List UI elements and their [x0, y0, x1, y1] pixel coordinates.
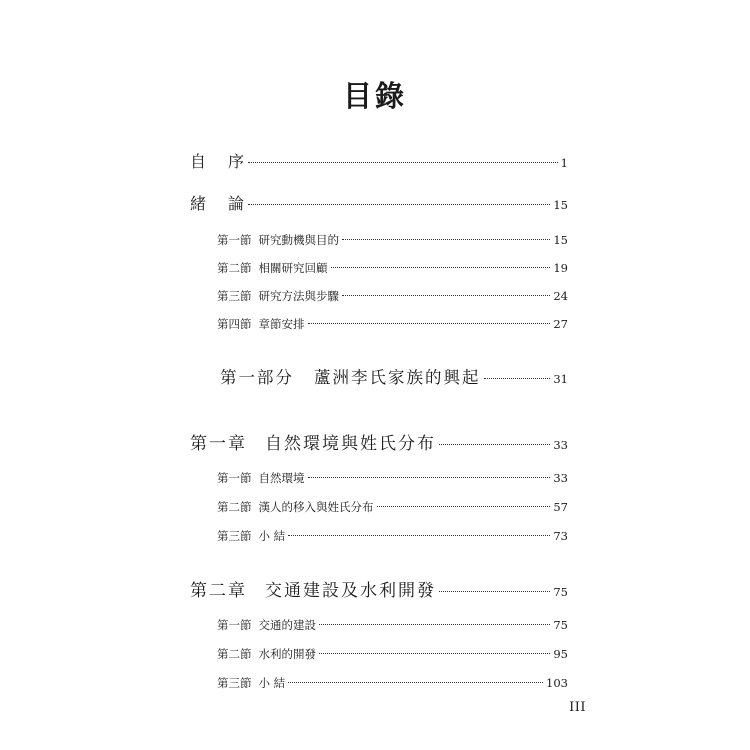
page-number: 75: [553, 618, 568, 632]
toc-entry-part-1[interactable]: [220, 364, 568, 388]
dot-leader: [377, 506, 551, 507]
toc-label: 第一節 自然環境: [217, 471, 305, 485]
page-number: 33: [553, 471, 568, 485]
toc-entry-preface[interactable]: [190, 149, 568, 172]
dot-leader: [319, 624, 550, 625]
toc-entry-intro-section-2[interactable]: [217, 260, 568, 276]
toc-entry-intro-section-4[interactable]: [217, 316, 568, 332]
dot-leader: [342, 239, 550, 240]
page-number: 24: [553, 289, 568, 303]
page-number: 73: [553, 529, 568, 543]
toc-label: 第二節 水利的開發: [217, 647, 316, 661]
page-number: 15: [553, 233, 568, 247]
dot-leader: [484, 378, 551, 379]
toc-entry-ch2-section-1[interactable]: [217, 617, 568, 633]
dot-leader: [308, 323, 551, 324]
toc-label: 緒 論: [190, 194, 246, 213]
page-folio: III: [569, 700, 586, 715]
page-number: 33: [553, 438, 568, 452]
toc-label: 第四節 章節安排: [217, 317, 305, 331]
dot-leader: [342, 295, 550, 296]
page-number: 103: [546, 676, 568, 690]
toc-entry-ch2-section-2[interactable]: [217, 646, 568, 662]
page-number: 75: [553, 585, 568, 599]
dot-leader: [439, 591, 550, 592]
dot-leader: [248, 162, 558, 163]
toc-entry-chapter-1[interactable]: [190, 429, 568, 454]
toc-entry-ch1-section-1[interactable]: [217, 470, 568, 486]
dot-leader: [319, 653, 550, 654]
page-number: 1: [560, 156, 568, 170]
page-title: 目錄: [342, 79, 407, 113]
toc-label: 第二章 交通建設及水利開發: [190, 581, 436, 601]
page-number: 27: [553, 317, 568, 331]
toc-entry-ch2-section-3[interactable]: [217, 675, 568, 691]
toc-entry-chapter-2[interactable]: [190, 576, 568, 601]
toc-label: 第一章 自然環境與姓氏分布: [190, 434, 436, 454]
page-number: 57: [553, 500, 568, 514]
dot-leader: [248, 204, 550, 205]
page-number: 15: [553, 198, 568, 212]
toc-entry-introduction[interactable]: [190, 191, 568, 214]
toc-label: 第三節 研究方法與步驟: [217, 289, 339, 303]
page-number: 31: [553, 372, 568, 386]
dot-leader: [288, 682, 543, 683]
toc-label: 第二節 相關研究回顧: [217, 261, 328, 275]
toc-entry-ch1-section-2[interactable]: [217, 499, 568, 515]
toc-label: 第三節 小 結: [217, 676, 286, 690]
toc-label: 自 序: [190, 152, 246, 171]
dot-leader: [331, 267, 551, 268]
toc-label: 第三節 小 結: [217, 529, 286, 543]
page-number: 19: [553, 261, 568, 275]
dot-leader: [288, 535, 550, 536]
toc-label: 第一節 研究動機與目的: [217, 233, 339, 247]
toc-label: 第一部分 蘆洲李氏家族的興起: [220, 368, 481, 387]
dot-leader: [439, 444, 550, 445]
toc-entry-ch1-section-3[interactable]: [217, 528, 568, 544]
toc-label: 第一節 交通的建設: [217, 618, 316, 632]
dot-leader: [308, 477, 551, 478]
toc-label: 第二節 漢人的移入與姓氏分布: [217, 500, 374, 514]
toc-entry-intro-section-3[interactable]: [217, 288, 568, 304]
page-number: 95: [553, 647, 568, 661]
toc-entry-intro-section-1[interactable]: [217, 232, 568, 248]
